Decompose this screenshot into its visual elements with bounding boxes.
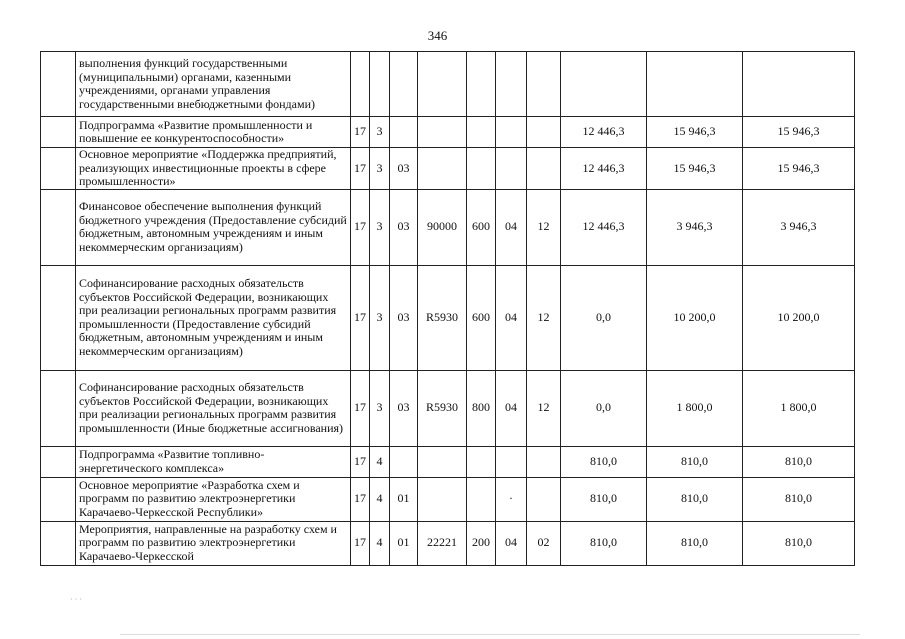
row-number-cell <box>41 477 76 521</box>
prog-cell: 3 <box>370 370 390 446</box>
table-row <box>41 189 855 265</box>
budget-table <box>40 51 855 566</box>
y1-cell: 0,0 <box>561 265 647 370</box>
y2-cell: 810,0 <box>647 521 743 565</box>
y1-cell: 12 446,3 <box>561 117 647 148</box>
prog-cell: 4 <box>370 446 390 477</box>
sub-cell <box>390 117 418 148</box>
table-row <box>41 521 855 565</box>
subsection-cell <box>527 117 561 148</box>
y2-cell: 15 946,3 <box>647 148 743 190</box>
subsection-cell <box>527 148 561 190</box>
table-row <box>41 446 855 477</box>
type-cell: 800 <box>467 370 496 446</box>
row-number-cell <box>41 370 76 446</box>
ministry-cell: 17 <box>351 446 370 477</box>
table-row <box>41 148 855 190</box>
row-number-cell <box>41 52 76 117</box>
subsection-cell: 02 <box>527 521 561 565</box>
y3-cell <box>743 52 855 117</box>
sub-cell <box>390 446 418 477</box>
y3-cell: 810,0 <box>743 477 855 521</box>
prog-cell: 3 <box>370 117 390 148</box>
table-row <box>41 117 855 148</box>
y2-cell: 810,0 <box>647 477 743 521</box>
item-name-cell: Софинансирование расходных обязательств субъектов Российской Федерации, возникающих при реализации региональных программ развития промышленности (Предоставление субсидий бюджетным, автономным учреждениям и иным некоммерческим организациям) <box>76 265 351 370</box>
sub-cell: 01 <box>390 477 418 521</box>
item-name-cell: Основное мероприятие «Разработка схем и программ по развитию электроэнергетики Карачаево-Черкесской Республики» <box>76 477 351 521</box>
item-name-cell: Мероприятия, направленные на разработку схем и программ по развитию электроэнергетики Карачаево-Черкесской <box>76 521 351 565</box>
ministry-cell: 17 <box>351 265 370 370</box>
row-number-cell <box>41 189 76 265</box>
table-row <box>41 52 855 117</box>
article-cell: 22221 <box>418 521 467 565</box>
y1-cell: 12 446,3 <box>561 148 647 190</box>
ministry-cell: 17 <box>351 521 370 565</box>
y2-cell: 810,0 <box>647 446 743 477</box>
prog-cell: 3 <box>370 189 390 265</box>
article-cell <box>418 148 467 190</box>
row-number-cell <box>41 446 76 477</box>
table-row <box>41 370 855 446</box>
sub-cell: 03 <box>390 189 418 265</box>
y3-cell: 1 800,0 <box>743 370 855 446</box>
y1-cell: 12 446,3 <box>561 189 647 265</box>
y3-cell: 15 946,3 <box>743 117 855 148</box>
table-body <box>41 52 855 566</box>
ministry-cell: 17 <box>351 189 370 265</box>
sub-cell: 03 <box>390 265 418 370</box>
article-cell <box>418 446 467 477</box>
sub-cell <box>390 52 418 117</box>
type-cell <box>467 446 496 477</box>
ministry-cell: 17 <box>351 148 370 190</box>
ministry-cell: 17 <box>351 370 370 446</box>
type-cell: 200 <box>467 521 496 565</box>
item-name-cell: Подпрограмма «Развитие топливно-энергетического комплекса» <box>76 446 351 477</box>
ministry-cell: 17 <box>351 117 370 148</box>
type-cell <box>467 117 496 148</box>
y3-cell: 810,0 <box>743 446 855 477</box>
section-cell: 04 <box>496 370 527 446</box>
ministry-cell <box>351 52 370 117</box>
sub-cell: 03 <box>390 370 418 446</box>
scan-artifact: · · · <box>70 595 82 604</box>
prog-cell <box>370 52 390 117</box>
section-cell <box>496 117 527 148</box>
subsection-cell: 12 <box>527 265 561 370</box>
section-cell <box>496 52 527 117</box>
y2-cell: 15 946,3 <box>647 117 743 148</box>
type-cell <box>467 477 496 521</box>
row-number-cell <box>41 265 76 370</box>
table-row <box>41 477 855 521</box>
y1-cell <box>561 52 647 117</box>
type-cell <box>467 148 496 190</box>
y3-cell: 15 946,3 <box>743 148 855 190</box>
section-cell <box>496 148 527 190</box>
y2-cell <box>647 52 743 117</box>
y2-cell: 10 200,0 <box>647 265 743 370</box>
page-number: 346 <box>427 28 448 43</box>
prog-cell: 3 <box>370 265 390 370</box>
section-cell: · <box>496 477 527 521</box>
item-name-cell: Основное мероприятие «Поддержка предприятий, реализующих инвестиционные проекты в сфере промышленности» <box>76 148 351 190</box>
y1-cell: 810,0 <box>561 477 647 521</box>
y3-cell: 3 946,3 <box>743 189 855 265</box>
item-name-cell: Софинансирование расходных обязательств субъектов Российской Федерации, возникающих при реализации региональных программ развития промышленности (Иные бюджетные ассигнования) <box>76 370 351 446</box>
section-cell: 04 <box>496 521 527 565</box>
sub-cell: 01 <box>390 521 418 565</box>
row-number-cell <box>41 521 76 565</box>
y3-cell: 810,0 <box>743 521 855 565</box>
y2-cell: 3 946,3 <box>647 189 743 265</box>
prog-cell: 4 <box>370 477 390 521</box>
y2-cell: 1 800,0 <box>647 370 743 446</box>
scan-edge <box>120 634 860 635</box>
prog-cell: 3 <box>370 148 390 190</box>
subsection-cell: 12 <box>527 189 561 265</box>
type-cell: 600 <box>467 265 496 370</box>
subsection-cell <box>527 446 561 477</box>
section-cell: 04 <box>496 189 527 265</box>
subsection-cell <box>527 52 561 117</box>
article-cell <box>418 117 467 148</box>
item-name-cell: выполнения функций государственными (муниципальными) органами, казенными учреждениями, органами управления государственными внебюджетными фондами) <box>76 52 351 117</box>
subsection-cell <box>527 477 561 521</box>
section-cell: 04 <box>496 265 527 370</box>
item-name-cell: Подпрограмма «Развитие промышленности и повышение ее конкурентоспособности» <box>76 117 351 148</box>
table-row <box>41 265 855 370</box>
row-number-cell <box>41 148 76 190</box>
type-cell <box>467 52 496 117</box>
sub-cell: 03 <box>390 148 418 190</box>
prog-cell: 4 <box>370 521 390 565</box>
article-cell: R5930 <box>418 265 467 370</box>
item-name-cell: Финансовое обеспечение выполнения функций бюджетного учреждения (Предоставление субсидий бюджетным, автономным учреждениям и иным некоммерческим организациям) <box>76 189 351 265</box>
subsection-cell: 12 <box>527 370 561 446</box>
row-number-cell <box>41 117 76 148</box>
article-cell <box>418 52 467 117</box>
y1-cell: 810,0 <box>561 446 647 477</box>
y3-cell: 10 200,0 <box>743 265 855 370</box>
y1-cell: 0,0 <box>561 370 647 446</box>
ministry-cell: 17 <box>351 477 370 521</box>
article-cell <box>418 477 467 521</box>
type-cell: 600 <box>467 189 496 265</box>
y1-cell: 810,0 <box>561 521 647 565</box>
section-cell <box>496 446 527 477</box>
article-cell: R5930 <box>418 370 467 446</box>
article-cell: 90000 <box>418 189 467 265</box>
